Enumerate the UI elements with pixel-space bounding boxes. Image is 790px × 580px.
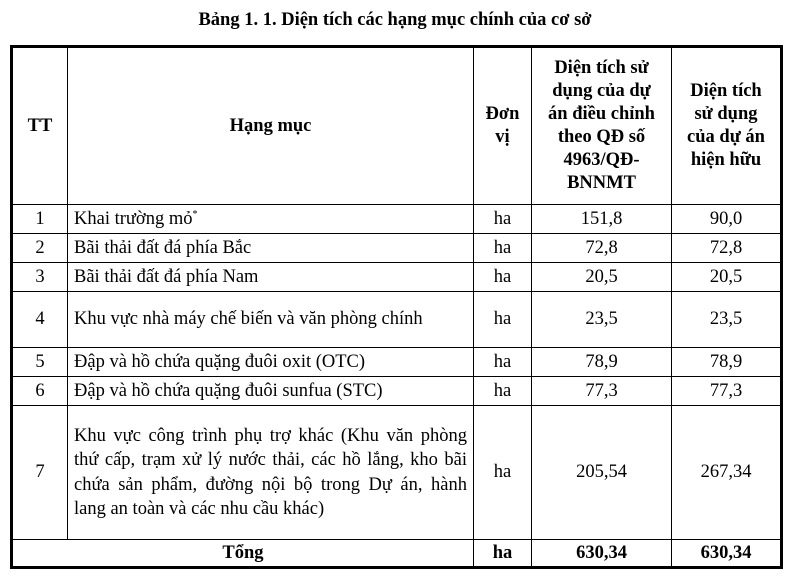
row-item: Bãi thải đất đá phía Bắc <box>68 234 474 263</box>
row-item: Khu vực công trình phụ trợ khác (Khu văn phòng thứ cấp, trạm xử lý nước thải, các hồ lắng, kho bãi chứa sản phẩm, đường nội bộ trong Dự án, hành lang an toàn và các nhu cầu khác) <box>68 406 474 540</box>
header-tt: TT <box>12 47 68 205</box>
row-item-mark: * <box>192 208 198 220</box>
row-adjusted: 78,9 <box>532 348 672 377</box>
row-adjusted: 77,3 <box>532 377 672 406</box>
table-row <box>12 377 782 406</box>
row-unit: ha <box>474 205 532 234</box>
header-current-area: Diện tích sử dụng của dự án hiện hữu <box>672 47 782 205</box>
row-adjusted: 151,8 <box>532 205 672 234</box>
row-current: 77,3 <box>672 377 782 406</box>
table-row <box>12 234 782 263</box>
table-row <box>12 205 782 234</box>
table-caption: Bảng 1. 1. Diện tích các hạng mục chính của cơ sở <box>198 10 592 30</box>
row-unit: ha <box>474 377 532 406</box>
row-unit: ha <box>474 348 532 377</box>
row-tt: 3 <box>12 263 68 292</box>
row-unit: ha <box>474 406 532 540</box>
row-current: 90,0 <box>672 205 782 234</box>
row-item: Đập và hồ chứa quặng đuôi sunfua (STC) <box>68 377 474 406</box>
table-row <box>12 348 782 377</box>
row-tt: 6 <box>12 377 68 406</box>
total-adjusted: 630,34 <box>532 540 672 568</box>
row-unit: ha <box>474 234 532 263</box>
row-current: 72,8 <box>672 234 782 263</box>
row-current: 267,34 <box>672 406 782 540</box>
row-adjusted: 72,8 <box>532 234 672 263</box>
row-tt: 7 <box>12 406 68 540</box>
row-current: 78,9 <box>672 348 782 377</box>
row-tt: 5 <box>12 348 68 377</box>
row-item <box>68 205 474 234</box>
header-adjusted-area: Diện tích sử dụng của dự án điều chỉnh theo QĐ số 4963/QĐ-BNNMT <box>532 47 672 205</box>
row-current: 23,5 <box>672 292 782 348</box>
row-unit: ha <box>474 263 532 292</box>
row-item: Khu vực nhà máy chế biến và văn phòng chính <box>68 292 474 348</box>
row-adjusted: 205,54 <box>532 406 672 540</box>
row-tt: 1 <box>12 205 68 234</box>
row-adjusted: 23,5 <box>532 292 672 348</box>
header-unit: Đơn vị <box>474 47 532 205</box>
row-item-text: Khai trường mỏ <box>74 208 193 229</box>
area-table <box>10 45 783 569</box>
row-tt: 2 <box>12 234 68 263</box>
row-item: Bãi thải đất đá phía Nam <box>68 263 474 292</box>
row-current: 20,5 <box>672 263 782 292</box>
header-item: Hạng mục <box>68 47 474 205</box>
table-row <box>12 292 782 348</box>
row-tt: 4 <box>12 292 68 348</box>
total-label: Tổng <box>12 540 474 568</box>
row-item: Đập và hồ chứa quặng đuôi oxit (OTC) <box>68 348 474 377</box>
table-row <box>12 406 782 540</box>
table-row <box>12 263 782 292</box>
total-current: 630,34 <box>672 540 782 568</box>
row-unit: ha <box>474 292 532 348</box>
total-row <box>12 540 782 568</box>
total-unit: ha <box>474 540 532 568</box>
row-adjusted: 20,5 <box>532 263 672 292</box>
